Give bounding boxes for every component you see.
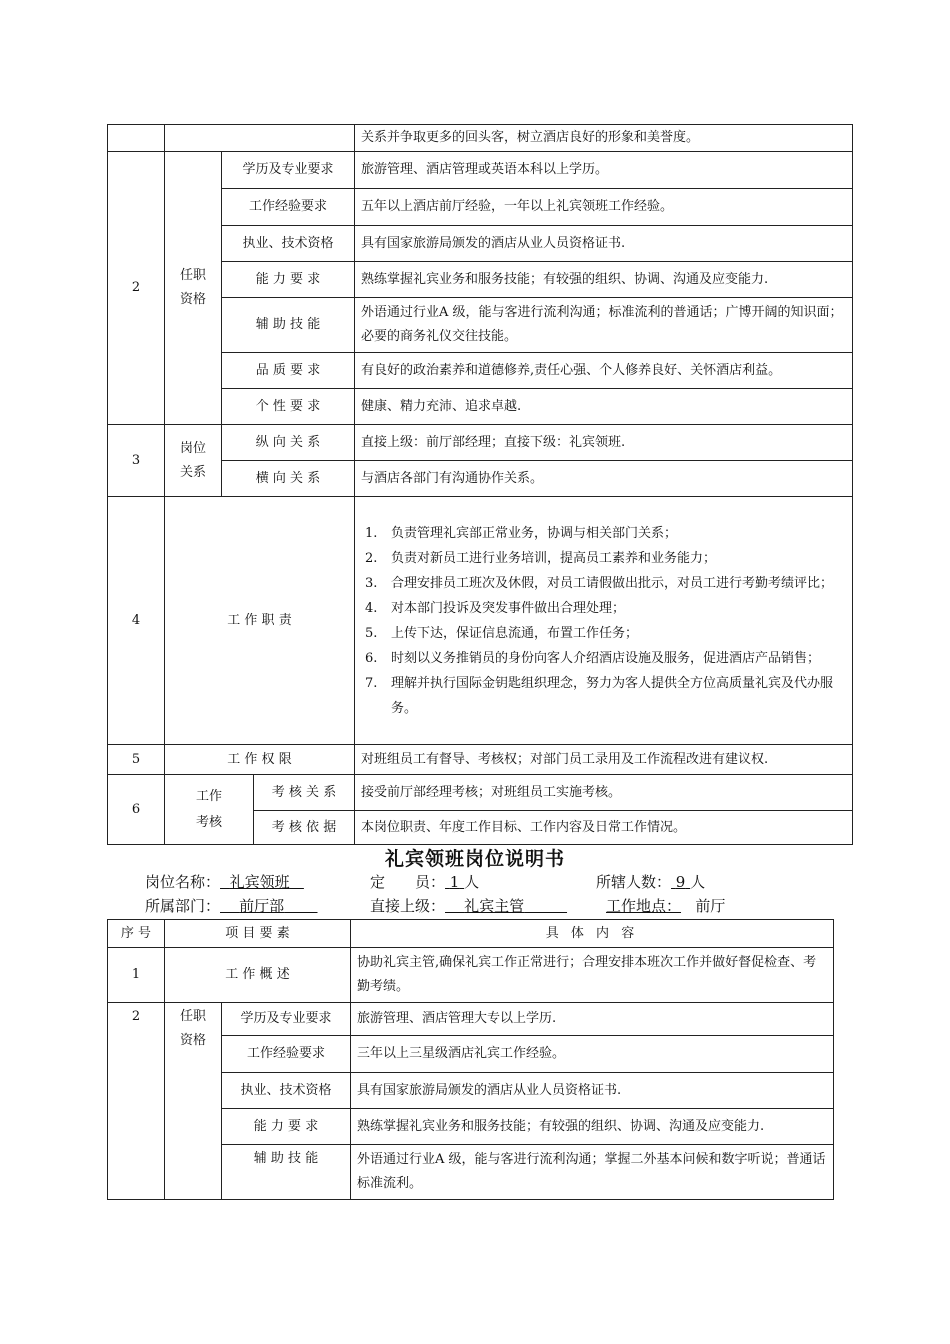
list-item: 7. 理解并执行国际金钥匙组织理念，努力为客人提供全方位高质量礼宾及代办服务。 <box>365 675 834 716</box>
section-number: 3 <box>108 425 165 497</box>
section-number: 2 <box>108 152 165 425</box>
supervisor-value: 礼宾主管 <box>464 897 525 915</box>
row-label: 辅 助 技 能 <box>222 1145 351 1200</box>
cell-value: 三年以上三星级酒店礼宾工作经验。 <box>351 1036 834 1073</box>
row-label: 学历及专业要求 <box>222 1003 351 1036</box>
row-label: 工 作 职 责 <box>165 497 355 745</box>
list-item: 1. 负责管理礼宾部正常业务，协调与相关部门关系； <box>365 525 678 541</box>
column-header: 具 体 内 容 <box>351 920 834 948</box>
table-row <box>108 425 853 461</box>
row-label: 辅 助 技 能 <box>222 298 355 353</box>
row-label: 考 核 依 据 <box>254 811 355 845</box>
row-label: 横 向 关 系 <box>222 461 355 497</box>
row-label: 个 性 要 求 <box>222 389 355 425</box>
table-row <box>108 775 853 811</box>
job-description-table-continued <box>107 124 853 845</box>
row-label: 工 作 权 限 <box>165 745 355 775</box>
cell-value: 健康、精力充沛、追求卓越. <box>355 389 853 425</box>
table-row <box>108 1003 834 1036</box>
list-item: 6. 时刻以义务推销员的身份向客人介绍酒店设施及服务，促进酒店产品销售； <box>365 650 821 666</box>
row-label: 执业、技术资格 <box>222 226 355 262</box>
cell-value: 熟练掌握礼宾业务和服务技能；有较强的组织、协调、沟通及应变能力. <box>351 1109 834 1145</box>
department-field: 所属部门： 前厅部 <box>145 897 285 915</box>
cell-value: 旅游管理、酒店管理或英语本科以上学历。 <box>355 152 853 189</box>
location-value: 前厅 <box>695 897 726 915</box>
quota-field: 定 员： 1 人 <box>370 873 480 891</box>
cell-value: 外语通过行业A 级，能与客进行流利沟通；标准流利的普通话；广博开阔的知识面；必要的商务礼仪交往技能。 <box>355 298 853 353</box>
table-row <box>108 152 853 189</box>
row-label: 能 力 要 求 <box>222 262 355 298</box>
section-category: 岗位关系 <box>179 440 206 480</box>
cell-value: 有良好的政治素养和道德修养,责任心强、个人修养良好、关怀酒店利益。 <box>355 353 853 389</box>
row-label: 执业、技术资格 <box>222 1073 351 1109</box>
supervisor-field: 直接上级： 礼宾主管 <box>370 897 525 915</box>
section-category: 工作 <box>195 788 222 804</box>
cell-value: 本岗位职责、年度工作目标、工作内容及日常工作情况。 <box>355 811 853 845</box>
cell-value: 旅游管理、酒店管理大专以上学历. <box>351 1003 834 1036</box>
section-number: 6 <box>108 775 165 845</box>
quota-value: 1 <box>449 873 460 891</box>
cell-value: 直接上级：前厅部经理；直接下级：礼宾领班. <box>355 425 853 461</box>
document-title: 礼宾领班岗位说明书 <box>384 848 565 870</box>
cell-value: 协助礼宾主管,确保礼宾工作正常进行；合理安排本班次工作并做好督促检查、考勤考绩。 <box>351 948 834 1003</box>
row-label: 品 质 要 求 <box>222 353 355 389</box>
list-item: 2. 负责对新员工进行业务培训，提高员工素养和业务能力； <box>365 550 717 566</box>
row-label: 纵 向 关 系 <box>222 425 355 461</box>
table-row <box>108 125 853 152</box>
cell-value: 具有国家旅游局颁发的酒店从业人员资格证书. <box>355 226 853 262</box>
cell-value: 五年以上酒店前厅经验，一年以上礼宾领班工作经验。 <box>355 189 853 226</box>
cell-value: 熟练掌握礼宾业务和服务技能；有较强的组织、协调、沟通及应变能力. <box>355 262 853 298</box>
cell-value: 关系并争取更多的回头客，树立酒店良好的形象和美誉度。 <box>355 125 853 152</box>
job-description-table <box>107 919 834 1200</box>
list-item: 5. 上传下达，保证信息流通，布置工作任务； <box>365 625 639 641</box>
row-label: 工作经验要求 <box>222 189 355 226</box>
row-label: 能 力 要 求 <box>222 1109 351 1145</box>
row-label: 工作经验要求 <box>222 1036 351 1073</box>
list-item: 3. 合理安排员工班次及休假，对员工请假做出批示，对员工进行考勤考绩评比； <box>365 575 834 591</box>
section-category: 考核 <box>195 814 222 830</box>
row-label: 考 核 关 系 <box>254 775 355 811</box>
department-value: 前厅部 <box>239 897 285 915</box>
position-name-field: 岗位名称： 礼宾领班 <box>145 873 290 891</box>
position-name-value: 礼宾领班 <box>229 873 290 891</box>
cell-value: 具有国家旅游局颁发的酒店从业人员资格证书. <box>351 1073 834 1109</box>
section-number: 4 <box>108 497 165 745</box>
duties-list <box>361 521 848 721</box>
column-header: 项 目 要 素 <box>165 920 351 948</box>
row-label: 工 作 概 述 <box>165 948 351 1003</box>
table-row <box>108 948 834 1003</box>
section-number: 1 <box>108 948 165 1003</box>
subordinates-value: 9 <box>675 873 686 891</box>
table-row <box>108 745 853 775</box>
location-field: 工作地点： 前厅 <box>606 897 726 915</box>
table-row <box>108 497 853 745</box>
section-category: 任职资格 <box>179 1009 206 1048</box>
section-number: 5 <box>108 745 165 775</box>
cell-value: 外语通过行业A 级，能与客进行流利沟通；掌握二外基本问候和数字听说；普通话标准流利。 <box>351 1145 834 1200</box>
list-item: 4. 对本部门投诉及突发事件做出合理处理； <box>365 600 626 616</box>
cell-value: 与酒店各部门有沟通协作关系。 <box>355 461 853 497</box>
section-number: 2 <box>108 1003 165 1200</box>
section-category: 任职资格 <box>179 268 206 307</box>
subordinates-field: 所辖人数： 9 人 <box>596 873 706 891</box>
table-header-row <box>108 920 834 948</box>
column-header: 序 号 <box>108 920 165 948</box>
cell-value: 对班组员工有督导、考核权；对部门员工录用及工作流程改进有建议权. <box>355 745 853 775</box>
row-label: 学历及专业要求 <box>222 152 355 189</box>
cell-value: 接受前厅部经理考核；对班组员工实施考核。 <box>355 775 853 811</box>
